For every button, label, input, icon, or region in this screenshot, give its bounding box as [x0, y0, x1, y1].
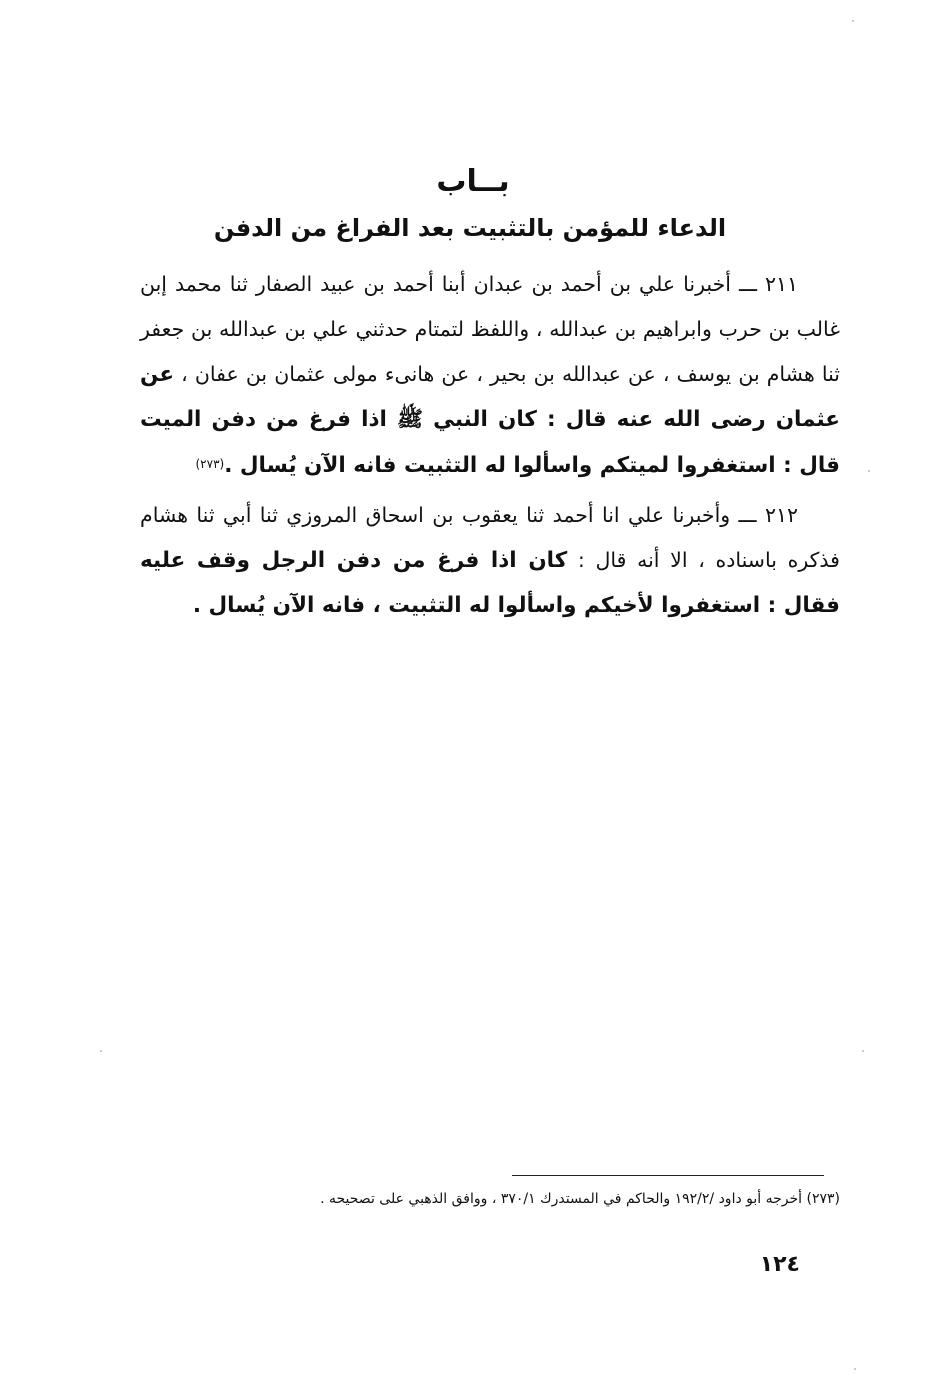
scan-speck: [854, 1368, 856, 1370]
scan-speck: [862, 1050, 864, 1052]
hadith-isnad: أخبرنا علي بن أحمد بن عبدان أبنا أحمد بن عبيد الصفار ثنا محمد إبن غالب بن حرب وابراهيم بن عبدالله ، واللفظ لتمتام حدثني علي بن عبدالله بن جعفر ثنا هشام بن يوسف ، عن عبدالله بن بحير ، عن هانىء مولى عثمان بن عفان ،: [140, 272, 840, 386]
hadith-matn: كان اذا فرغ من دفن الرجل وقف عليه فقال : استغفروا لأخيكم واسألوا له التثبيت ، فانه الآن يُسال .: [140, 548, 840, 618]
hadith-number: ٢١١ ـــ: [738, 272, 798, 296]
hadith-isnad: وأخبرنا علي انا أحمد ثنا يعقوب بن اسحاق المروزي ثنا أبي ثنا هشام فذكره باسناده ، الا أنه قال :: [140, 503, 840, 572]
chapter-title: بــاب: [436, 164, 510, 199]
footnote: [280, 1186, 840, 1212]
page-number: ١٢٤: [759, 1252, 800, 1277]
scan-speck: [100, 1050, 102, 1052]
scan-speck: [852, 20, 854, 22]
section-title: الدعاء للمؤمن بالتثبيت بعد الفراغ من الدفن: [213, 214, 727, 242]
footnote-divider: [512, 1175, 824, 1176]
footnote-text: أخرجه أبو داود /١٩٢/٢ والحاكم في المستدرك ٣٧٠/١ ، ووافق الذهبي على تصحيحه .: [320, 1191, 803, 1207]
scan-speck: [868, 470, 870, 472]
footnote-reference: (٢٧٣): [195, 457, 225, 471]
hadith-211: [140, 262, 840, 488]
hadith-212: [140, 493, 840, 628]
hadith-matn: عن عثمان رضى الله عنه قال : كان النبي ﷺ اذا فرغ من دفن الميت قال : استغفروا لميتكم واسألوا له التثبيت فانه الآن يُسال .: [140, 362, 840, 478]
footnote-marker: (٢٧٣): [806, 1191, 840, 1207]
hadith-number: ٢١٢ ـــ: [738, 503, 798, 527]
